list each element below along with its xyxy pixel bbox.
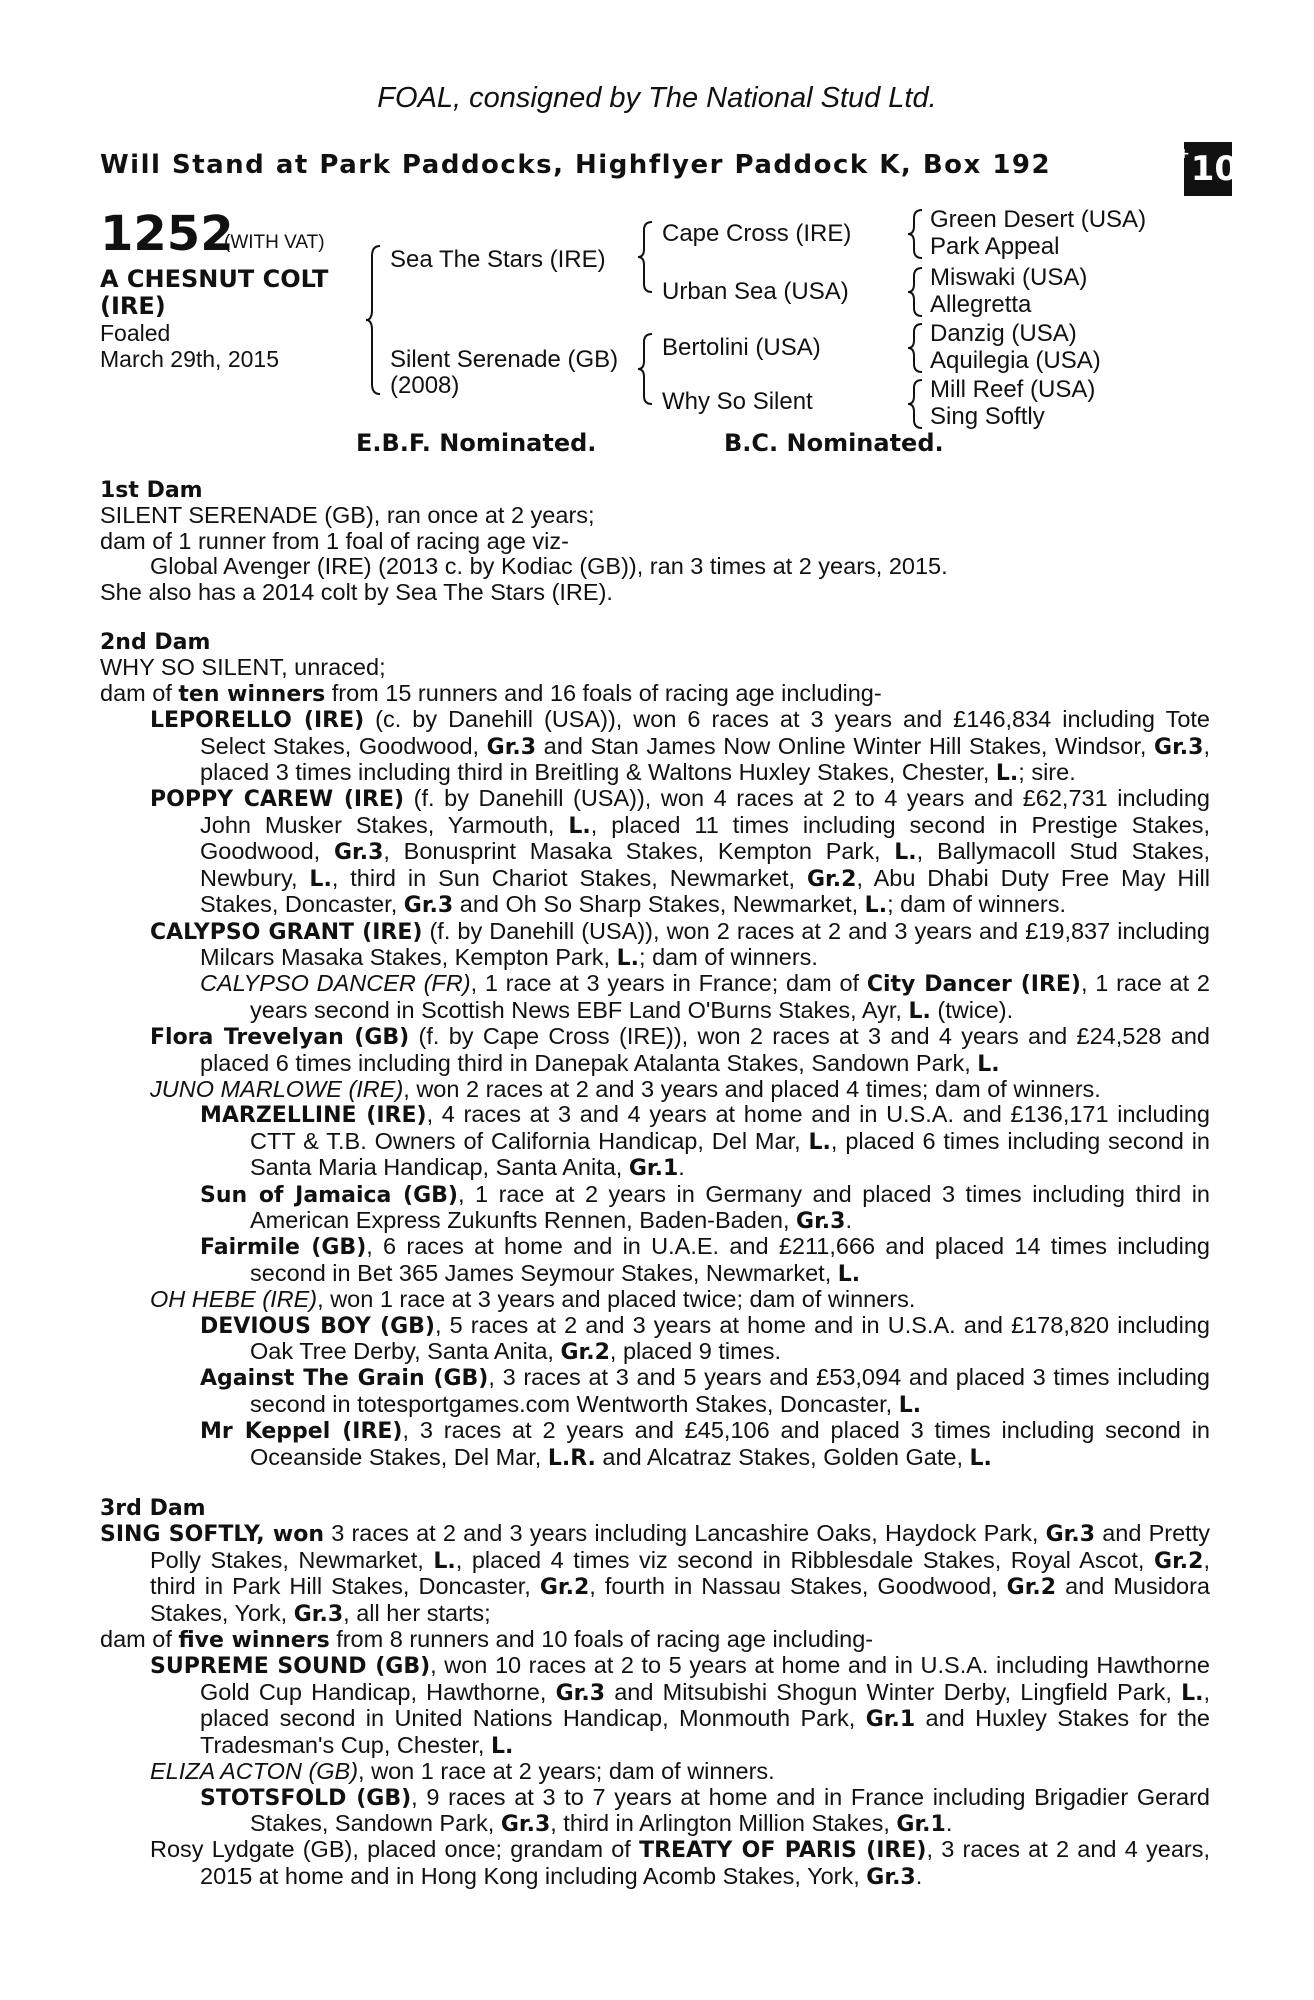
pedigree-g4: Allegretta [930,291,1032,318]
pedigree-g1: Green Desert (USA) [930,206,1147,233]
first-dam-line3: Global Avenger (IRE) (2013 c. by Kodiac (GB)), ran 3 times at 2 years, 2015. [150,553,948,580]
third-dam-sing-softly: SING SOFTLY, won 3 races at 2 and 3 years including Lancashire Oaks, Haydock Park, Gr.3 and Pretty Polly Stakes, Newmarket, L., placed 4 times viz second in Ribblesdale Stakes, Royal Ascot, Gr.2, third in Park Hill Stakes, Doncaster, Gr.2, fourth in Nassau Stakes, Goodwood, Gr.2 and Musidora Stakes, York, Gr.3, all her starts; [100,1520,1210,1627]
pedigree-dam-dam: Why So Silent [662,388,813,415]
pedigree-brace-sire [638,220,654,294]
stand-location: Will Stand at Park Paddocks, Highflyer Paddock K, Box 192 [100,150,1052,180]
lot-title-line2: (IRE) [100,292,166,320]
pedigree-dam: Silent Serenade (GB) [390,346,619,373]
pedigree-brace-dam [638,332,654,406]
vat-label: (WITH VAT) [224,232,325,253]
progeny-flora-trevelyan: Flora Trevelyan (GB) (f. by Cape Cross (IRE)), won 2 races at 3 and 4 years and £24,528 and placed 6 times including third in Danepak Atalanta Stakes, Sandown Park, L. [150,1023,1210,1077]
lot-title-line1: A CHESNUT COLT [100,265,329,293]
progeny-calypso-dancer: CALYPSO DANCER (FR), 1 race at 3 years in France; dam of City Dancer (IRE), 1 race at 2 years second in Scottish News EBF Land O'Burns Stakes, Ayr, L. (twice). [200,970,1210,1024]
pedigree-dam-year: (2008) [390,372,460,399]
pedigree-brace-g34 [908,266,924,318]
foaled-label: Foaled [100,320,171,346]
first-dam-line1: SILENT SERENADE (GB), ran once at 2 years; [100,502,595,529]
second-dam-line2: dam of ten winners from 15 runners and 16 foals of racing age including- [100,679,882,707]
progeny-fairmile: Fairmile (GB), 6 races at home and in U.A.E. and £211,666 and placed 14 times including second in Bet 365 James Seymour Stakes, Newmarket, L. [200,1233,1210,1287]
pedigree-sire-sire: Cape Cross (IRE) [662,220,852,247]
pedigree-g7: Mill Reef (USA) [930,376,1096,403]
pedigree-g6: Aquilegia (USA) [930,347,1101,374]
first-dam-heading: 1st Dam [100,478,203,503]
third-dam-dam-of: dam of five winners from 8 runners and 10 foals of racing age including- [100,1626,874,1654]
pedigree-brace-main [366,244,382,396]
second-dam-line1: WHY SO SILENT, unraced; [100,654,386,681]
progeny-mr-keppel: Mr Keppel (IRE), 3 races at 2 years and £45,106 and placed 3 times including second in Oceanside Stakes, Del Mar, L.R. and Alcatraz Stakes, Golden Gate, L. [200,1417,1210,1471]
progeny-oh-hebe: OH HEBE (IRE), won 1 race at 3 years and placed twice; dam of winners. [150,1286,916,1313]
lot-badge [1177,142,1239,196]
pedigree-brace-g56 [908,322,924,374]
pedigree-dam-sire: Bertolini (USA) [662,334,821,361]
progeny-rosy-lydgate: Rosy Lydgate (GB), placed once; grandam of TREATY OF PARIS (IRE), 3 races at 2 and 4 years, 2015 at home and in Hong Kong including Acomb Stakes, York, Gr.3. [150,1836,1210,1890]
pedigree-brace-g78 [908,378,924,430]
second-dam-heading: 2nd Dam [100,630,211,656]
pedigree-g5: Danzig (USA) [930,320,1077,347]
progeny-devious-boy: DEVIOUS BOY (GB), 5 races at 2 and 3 years at home and in U.S.A. and £178,820 including Oak Tree Derby, Santa Anita, Gr.2, placed 9 times. [200,1311,1210,1365]
pedigree-g3: Miswaki (USA) [930,264,1088,291]
ebf-nominated: E.B.F. Nominated. [356,429,597,457]
progeny-stotsfold: STOTSFOLD (GB), 9 races at 3 to 7 years at home and in France including Brigadier Gerard Stakes, Sandown Park, Gr.3, third in Arlington Million Stakes, Gr.1. [200,1783,1210,1837]
progeny-juno-marlowe: JUNO MARLOWE (IRE), won 2 races at 2 and 3 years and placed 4 times; dam of winners. [150,1075,1101,1102]
progeny-sun-of-jamaica: Sun of Jamaica (GB), 1 race at 2 years in Germany and placed 3 times including third in American Express Zukunfts Rennen, Baden-Baden, Gr.3. [200,1180,1210,1234]
foaled-date: March 29th, 2015 [100,346,280,372]
first-dam-line4: She also has a 2014 colt by Sea The Stars (IRE). [100,578,613,605]
consignor-line: FOAL, consigned by The National Stud Ltd. [377,82,937,114]
foaled-block [100,320,279,372]
pedigree-notes [100,478,1210,1890]
pedigree-sire: Sea The Stars (IRE) [390,246,606,273]
progeny-supreme-sound: SUPREME SOUND (GB), won 10 races at 2 to 5 years at home and in U.S.A. including Hawthorne Gold Cup Handicap, Hawthorne, Gr.3 and Mitsubishi Shogun Winter Derby, Lingfield Park, L., placed second in United Nations Handicap, Monmouth Park, Gr.1 and Huxley Stakes for the Tradesman's Cup, Chester, L. [150,1652,1211,1759]
progeny-poppy-carew: POPPY CAREW (IRE) (f. by Danehill (USA)), won 4 races at 2 to 4 years and £62,731 including John Musker Stakes, Yarmouth, L., placed 11 times including second in Prestige Stakes, Goodwood, Gr.3, Bonusprint Masaka Stakes, Kempton Park, L., Ballymacoll Stud Stakes, Newbury, L., third in Sun Chariot Stakes, Newmarket, Gr.2, Abu Dhabi Duty Free May Hill Stakes, Doncaster, Gr.3 and Oh So Sharp Stakes, Newmarket, L.; dam of winners. [150,785,1210,919]
progeny-eliza-acton: ELIZA ACTON (GB), won 1 race at 2 years; dam of winners. [150,1758,775,1785]
progeny-calypso-grant: CALYPSO GRANT (IRE) (f. by Danehill (USA)), won 2 races at 2 and 3 years and £19,837 including Milcars Masaka Stakes, Kempton Park, L.; dam of winners. [150,917,1210,971]
pedigree-sire-dam: Urban Sea (USA) [662,278,849,305]
pedigree-brace-g12 [908,208,924,260]
first-dam-line2: dam of 1 runner from 1 foal of racing age viz- [100,527,569,554]
lot-title [100,266,370,320]
progeny-marzelline: MARZELLINE (IRE), 4 races at 3 and 4 years at home and in U.S.A. and £136,171 including CTT & T.B. Owners of California Handicap, Del Mar, L., placed 6 times including second in Santa Maria Handicap, Santa Anita, Gr.1. [200,1101,1210,1182]
third-dam-heading: 3rd Dam [100,1496,206,1522]
pedigree-g2: Park Appeal [930,233,1060,260]
badge-number: 10 [1190,149,1239,189]
progeny-leporello: LEPORELLO (IRE) (c. by Danehill (USA)), won 6 races at 3 years and £146,834 including Tote Select Stakes, Goodwood, Gr.3 and Stan James Now Online Winter Hill Stakes, Windsor, Gr.3, placed 3 times including third in Breitling & Waltons Huxley Stakes, Chester, L.; sire. [150,706,1210,787]
bc-nominated: B.C. Nominated. [724,429,944,457]
badge-plus: + [1177,146,1190,162]
lot-number: 1252 [100,206,234,262]
pedigree-g8: Sing Softly [930,403,1045,430]
progeny-against-the-grain: Against The Grain (GB), 3 races at 3 and 5 years and £53,094 and placed 3 times including second in totesportgames.com Wentworth Stakes, Doncaster, L. [200,1364,1210,1418]
